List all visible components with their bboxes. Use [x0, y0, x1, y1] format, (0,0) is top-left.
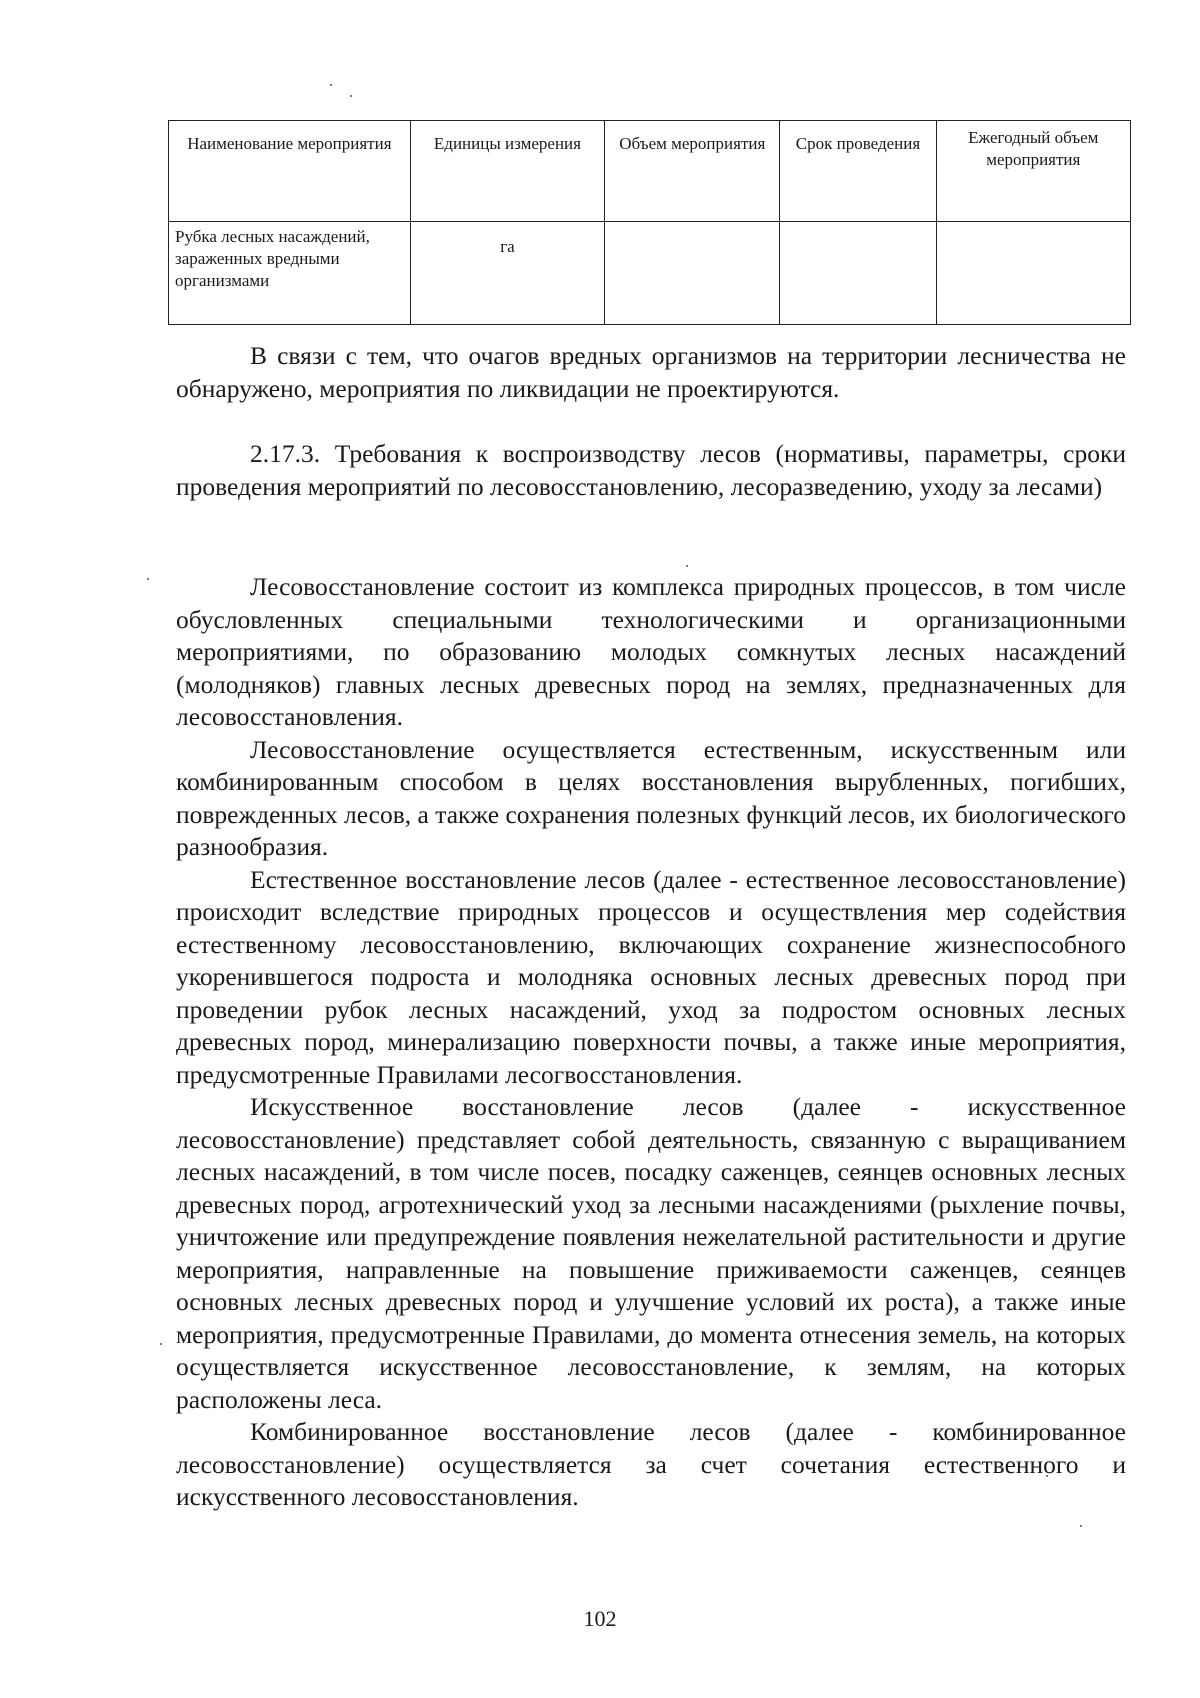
paragraph-5: Комбинированное восстановление лесов (далее - комбинированное лесовосстановление) осуществляется за счет сочетания естественного и искусственного лесовосстановления. — [176, 1417, 1126, 1511]
paragraph-3: Естественное восстановление лесов (далее - естественное лесовосстановление) происходит вследствие природных процессов и осуществления мер содействия естественному лесовосстановлению, включающих сохранение жизнеспособного укоренившегося подроста и молодняка основных лесных древесных пород при проведении рубок лесных насаждений, уход за подростом основных лесных древесных пород, минерализацию поверхности почвы, а также иные мероприятия, предусмотренные Правилами лесогвосстановления. — [176, 864, 1126, 1089]
main-body — [176, 571, 1126, 1514]
scan-speck — [160, 1343, 162, 1345]
activities-table — [168, 120, 1131, 325]
cell-term — [780, 222, 936, 325]
header-activity-name: Наименование мероприятия — [169, 121, 411, 222]
scan-speck — [686, 565, 688, 567]
header-annual-volume: Ежегодный объем мероприятия — [936, 121, 1130, 222]
paragraph-intro: В связи с тем, что очагов вредных организмов на территории лесничества не обнаружено, мероприятия по ликвидации не проектируются. — [176, 341, 1126, 403]
cell-unit: га — [410, 222, 604, 325]
scan-speck — [1080, 1525, 1082, 1527]
paragraph-1: Лесовосстановление состоит из комплекса природных процессов, в том числе обусловленных специальными технологическими и организационными мероприятиями, по образованию молодых сомкнутых лесных насаждений (молодняков) главных лесных древесных пород на землях, предназначенных для лесовосстановления. — [176, 572, 1126, 731]
paragraph-2: Лесовосстановление осуществляется естественным, искусственным или комбинированным способом в целях восстановления вырубленных, погибших, поврежденных лесов, а также сохранения полезных функций лесов, их биологического разнообразия. — [176, 734, 1126, 861]
paragraph-4: Искусственное восстановление лесов (далее - искусственное лесовосстановление) представляет собой деятельность, связанную с выращиванием лесных насаждений, в том числе посев, посадку саженцев, сеянцев основных лесных древесных пород, агротехнический уход за лесными насаждениями (рыхление почвы, уничтожение или предупреждение появления нежелательной растительности и другие мероприятия, направленные на повышение приживаемости саженцев, сеянцев основных лесных древесных пород и улучшение условий их роста), а также иные мероприятия, предусмотренные Правилами, до момента отнесения земель, на которых осуществляется искусственное лесовосстановление, к землям, на которых расположены леса. — [176, 1092, 1126, 1414]
header-volume: Объем мероприятия — [605, 121, 780, 222]
section-heading: 2.17.3. Требования к воспроизводству лесов (нормативы, параметры, сроки проведения мероприятий по лесовосстановлению, лесоразведению, уходу за лесами) — [176, 439, 1126, 501]
cell-activity-name: Рубка лесных насаждений, зараженных вредными организмами — [169, 222, 411, 325]
table-row — [169, 222, 1131, 325]
scan-speck — [147, 578, 149, 580]
cell-annual-volume — [936, 222, 1130, 325]
scan-speck — [350, 95, 352, 97]
page-number: 102 — [583, 1606, 617, 1631]
intro-section — [176, 340, 1126, 405]
scan-speck — [330, 84, 332, 86]
cell-volume — [605, 222, 780, 325]
header-term: Срок проведения — [780, 121, 936, 222]
table-header-row — [169, 121, 1131, 222]
header-units: Единицы измерения — [410, 121, 604, 222]
section-heading-block — [176, 438, 1126, 503]
